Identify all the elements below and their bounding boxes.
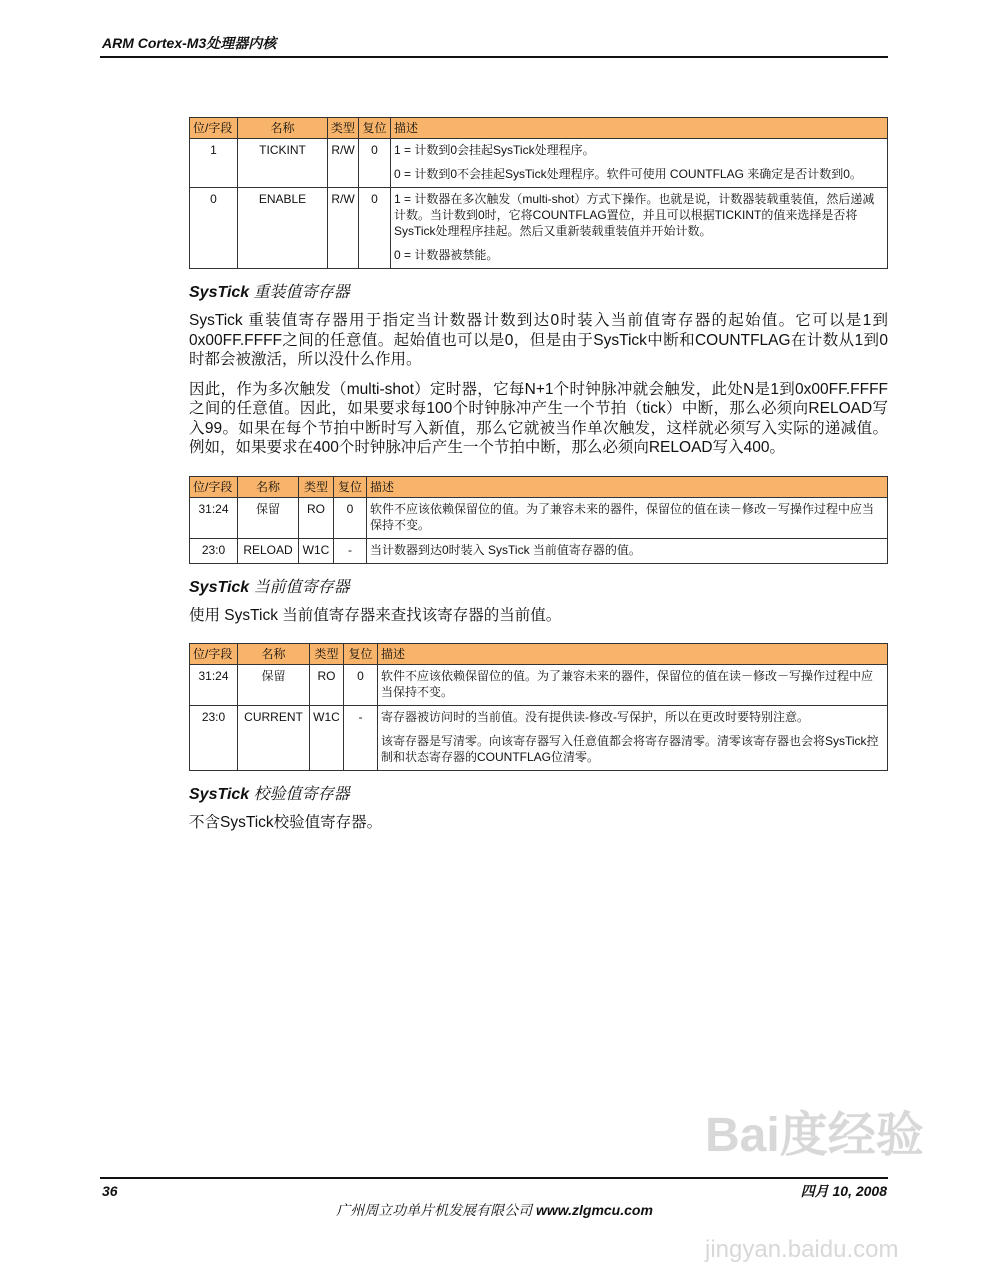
- cell-desc: [391, 188, 888, 269]
- reload-register-table: [189, 476, 888, 564]
- cell-desc: [378, 665, 888, 706]
- page-content: [189, 117, 888, 843]
- column-header-reset: 复位: [334, 476, 367, 497]
- calib-heading: SysTick 校验值寄存器: [189, 786, 350, 803]
- cell-reset: 0: [334, 497, 367, 538]
- running-header: ARM Cortex-M3处理器内核: [102, 35, 277, 51]
- footer-date: 四月 10, 2008: [800, 1183, 887, 1199]
- calib-paragraph: 不含SysTick校验值寄存器。: [189, 814, 383, 831]
- column-header-name: 名称: [238, 476, 299, 497]
- footer-company: 广州周立功单片机发展有限公司 www.zlgmcu.com: [336, 1202, 653, 1218]
- table-row: [190, 139, 888, 188]
- desc-paragraph: 软件不应该依赖保留位的值。为了兼容未来的器件，保留位的值在读－修改－写操作过程中应当保持不变。: [381, 669, 874, 699]
- desc-paragraph: 寄存器被访问时的当前值。没有提供读-修改-写保护，所以在更改时要特别注意。: [381, 710, 809, 724]
- column-header-type: 类型: [328, 118, 359, 139]
- column-header-desc: 描述: [367, 476, 888, 497]
- control-register-table: [189, 117, 888, 269]
- table-row: [190, 665, 888, 706]
- watermark-site: jingyan.baidu.com: [705, 1236, 899, 1263]
- cell-reset: -: [334, 538, 367, 563]
- cell-bits: 0: [190, 188, 238, 269]
- desc-paragraph: 当计数器到达0时装入 SysTick 当前值寄存器的值。: [370, 542, 641, 557]
- cell-type: W1C: [299, 538, 334, 563]
- cell-desc: [378, 706, 888, 771]
- cell-bits: 23:0: [190, 706, 238, 771]
- reload-paragraph-2: 因此，作为多次触发（multi-shot）定时器，它每N+1个时钟脉冲就会触发，此处N是1到0x00FF.FFFF之间的任意值。因此，如果要求每100个时钟脉冲产生一个节拍（tick）中断，那么必须向RELOAD写入99。如果在每个节拍中断时写入新值，那么它就被当作单次触发，这样就必须写入实际的递减值。例如，如果要求在400个时钟脉冲后产生一个节拍中断，那么必须向RELOAD写入400。: [189, 380, 888, 456]
- column-header-desc: 描述: [378, 644, 888, 665]
- cell-type: R/W: [328, 188, 359, 269]
- cell-desc: [391, 139, 888, 188]
- footer-rule: [100, 1177, 888, 1179]
- column-header-type: 类型: [299, 476, 334, 497]
- cell-name: RELOAD: [238, 538, 299, 563]
- table-header-row: [190, 476, 888, 497]
- column-header-reset: 复位: [359, 118, 391, 139]
- table-row: [190, 538, 888, 563]
- table-row: [190, 188, 888, 269]
- header-rule: [100, 56, 888, 58]
- column-header-bits: 位/字段: [190, 476, 238, 497]
- reload-paragraph-1: SysTick 重装值寄存器用于指定当计数器计数到达0时装入当前值寄存器的起始值。它可以是1到0x00FF.FFFF之间的任意值。起始值也可以是0，但是由于SysTick中断和COUNTFLAG在计数从1到0时都会被激活，所以没什么作用。: [189, 312, 888, 368]
- cell-bits: 1: [190, 139, 238, 188]
- column-header-reset: 复位: [344, 644, 378, 665]
- cell-type: W1C: [310, 706, 344, 771]
- current-register-table: [189, 643, 888, 771]
- current-paragraph: 使用 SysTick 当前值寄存器来查找该寄存器的当前值。: [189, 606, 562, 624]
- cell-type: R/W: [328, 139, 359, 188]
- cell-name: TICKINT: [238, 139, 328, 188]
- cell-bits: 31:24: [190, 497, 238, 538]
- column-header-bits: 位/字段: [190, 118, 238, 139]
- desc-paragraph: 该寄存器是写清零。向该寄存器写入任意值都会将寄存器清零。清零该寄存器也会将SysTick控制和状态寄存器的COUNTFLAG位清零。: [381, 734, 879, 764]
- cell-bits: 31:24: [190, 665, 238, 706]
- table-header-row: [190, 644, 888, 665]
- cell-type: RO: [310, 665, 344, 706]
- cell-reset: 0: [359, 188, 391, 269]
- column-header-name: 名称: [238, 118, 328, 139]
- cell-reset: 0: [359, 139, 391, 188]
- table-row: [190, 497, 888, 538]
- desc-paragraph: 1 = 计数器在多次触发（multi-shot）方式下操作。也就是说，计数器装载重装值，然后递减计数。当计数到0时，它将COUNTFLAG置位，并且可以根据TICKINT的值来选择是否将SysTick处理程序挂起。然后又重新装载重装值并开始计数。: [394, 192, 875, 238]
- footer-url: www.zlgmcu.com: [535, 1202, 653, 1218]
- desc-paragraph: 软件不应该依赖保留位的值。为了兼容未来的器件，保留位的值在读－修改－写操作过程中应当保持不变。: [370, 501, 875, 532]
- page-number: 36: [102, 1183, 118, 1199]
- table-header-row: [190, 118, 888, 139]
- watermark-logo: Bai度经验: [705, 1109, 924, 1162]
- table-row: [190, 706, 888, 771]
- current-heading: SysTick 当前值寄存器: [189, 578, 350, 596]
- cell-type: RO: [299, 497, 334, 538]
- column-header-bits: 位/字段: [190, 644, 238, 665]
- reload-heading: SysTick 重装值寄存器: [189, 284, 350, 301]
- cell-desc: [367, 497, 888, 538]
- cell-desc: [367, 538, 888, 563]
- desc-paragraph: 0 = 计数到0不会挂起SysTick处理程序。软件可使用 COUNTFLAG 来确定是否计数到0。: [394, 167, 862, 181]
- cell-name: CURRENT: [238, 706, 310, 771]
- cell-reset: 0: [344, 665, 378, 706]
- cell-bits: 23:0: [190, 538, 238, 563]
- desc-paragraph: 0 = 计数器被禁能。: [394, 248, 499, 262]
- cell-name: 保留: [238, 497, 299, 538]
- cell-name: ENABLE: [238, 188, 328, 269]
- desc-paragraph: 1 = 计数到0会挂起SysTick处理程序。: [394, 143, 595, 157]
- cell-name: 保留: [238, 665, 310, 706]
- column-header-type: 类型: [310, 644, 344, 665]
- cell-reset: -: [344, 706, 378, 771]
- column-header-desc: 描述: [391, 118, 888, 139]
- column-header-name: 名称: [238, 644, 310, 665]
